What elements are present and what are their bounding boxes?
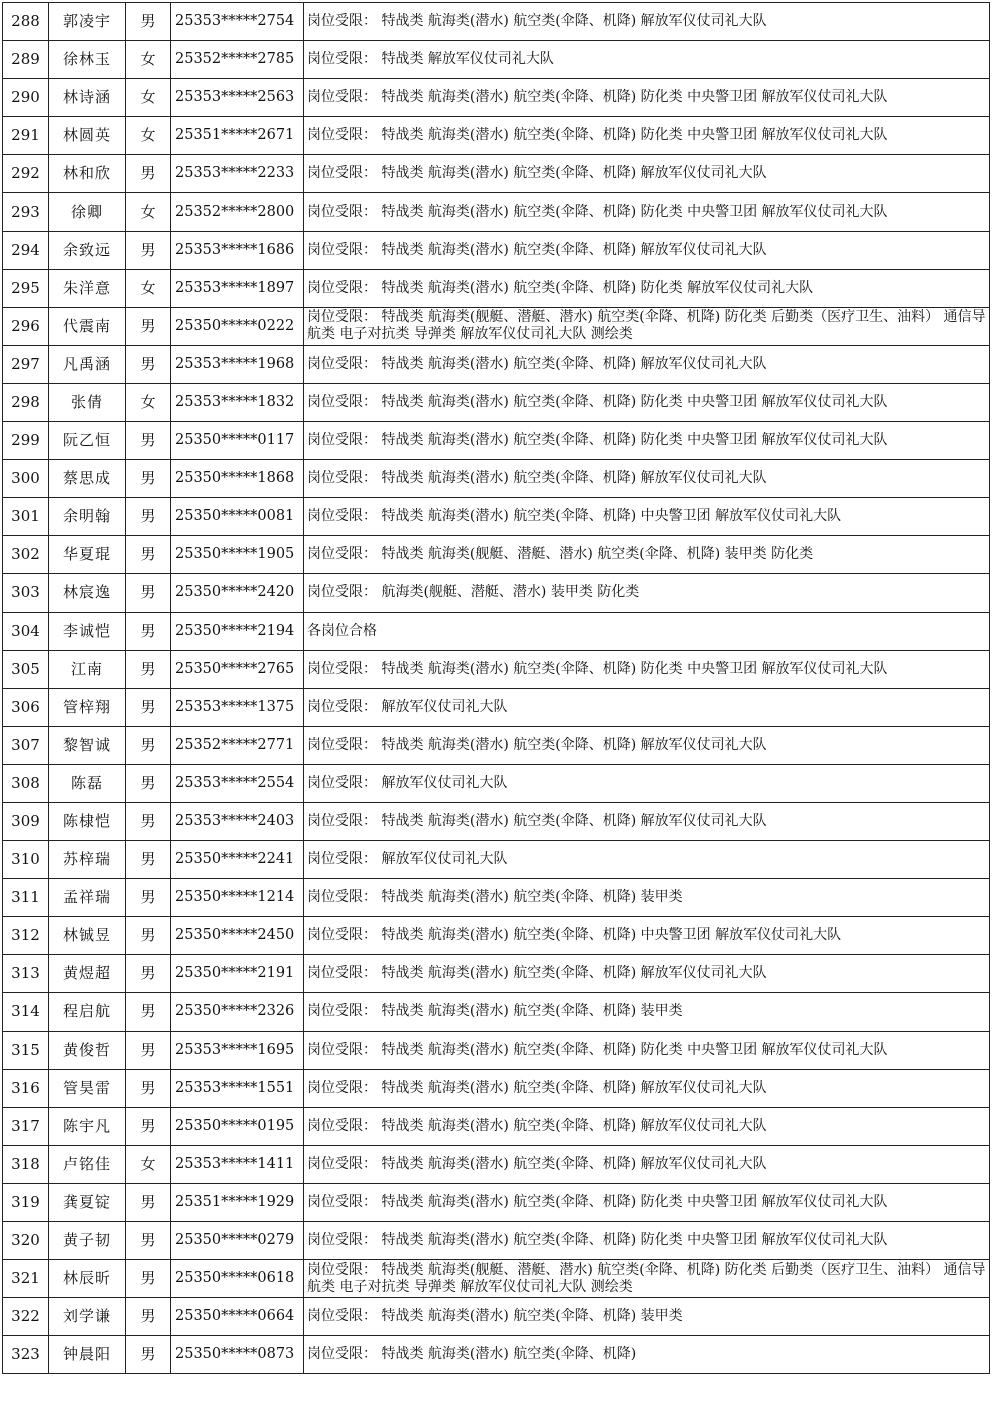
sex-cell: 男 (126, 955, 171, 993)
id-number-cell: 25350*****2420 (171, 574, 304, 612)
restriction-note-cell: 岗位受限： 特战类 航海类(潜水) 航空类(伞降、机降) 防化类 中央警卫团 解放军仪仗司礼大队 (304, 193, 990, 231)
id-number-cell: 25350*****0222 (171, 307, 304, 345)
table-row (3, 41, 990, 79)
table-row (3, 1336, 990, 1374)
id-number-cell: 25350*****0873 (171, 1336, 304, 1374)
table-row (3, 1107, 990, 1145)
name-cell: 程启航 (49, 993, 126, 1031)
id-number-cell: 25353*****1375 (171, 688, 304, 726)
restriction-note-cell: 岗位受限： 特战类 解放军仪仗司礼大队 (304, 41, 990, 79)
id-number-cell: 25352*****2785 (171, 41, 304, 79)
sex-cell: 男 (126, 1107, 171, 1145)
row-number-cell: 321 (3, 1260, 49, 1298)
name-cell: 余明翰 (49, 498, 126, 536)
row-number-cell: 306 (3, 688, 49, 726)
sex-cell: 女 (126, 41, 171, 79)
name-cell: 张倩 (49, 383, 126, 421)
name-cell: 管梓翔 (49, 688, 126, 726)
table-row (3, 117, 990, 155)
restriction-note-cell: 岗位受限： 特战类 航海类(潜水) 航空类(伞降、机降) 中央警卫团 解放军仪仗司礼大队 (304, 498, 990, 536)
restriction-note-cell: 岗位受限： 航海类(舰艇、潜艇、潜水) 装甲类 防化类 (304, 574, 990, 612)
restriction-note-cell: 岗位受限： 特战类 航海类(潜水) 航空类(伞降、机降) 解放军仪仗司礼大队 (304, 726, 990, 764)
sex-cell: 男 (126, 1298, 171, 1336)
name-cell: 黄俊哲 (49, 1031, 126, 1069)
name-cell: 江南 (49, 650, 126, 688)
restriction-note-cell: 岗位受限： 特战类 航海类(潜水) 航空类(伞降、机降) 防化类 解放军仪仗司礼大队 (304, 269, 990, 307)
table-row (3, 688, 990, 726)
table-row (3, 955, 990, 993)
table-row (3, 231, 990, 269)
name-cell: 林和欣 (49, 155, 126, 193)
name-cell: 阮乙恒 (49, 422, 126, 460)
restriction-note-cell: 岗位受限： 特战类 航海类(潜水) 航空类(伞降、机降) 解放军仪仗司礼大队 (304, 231, 990, 269)
id-number-cell: 25353*****1686 (171, 231, 304, 269)
id-number-cell: 25352*****2800 (171, 193, 304, 231)
name-cell: 林辰昕 (49, 1260, 126, 1298)
restriction-note-cell: 岗位受限： 特战类 航海类(潜水) 航空类(伞降、机降) 解放军仪仗司礼大队 (304, 1145, 990, 1183)
row-number-cell: 295 (3, 269, 49, 307)
name-cell: 郭凌宇 (49, 3, 126, 41)
sex-cell: 男 (126, 993, 171, 1031)
id-number-cell: 25352*****2771 (171, 726, 304, 764)
restriction-note-cell: 岗位受限： 特战类 航海类(潜水) 航空类(伞降、机降) 中央警卫团 解放军仪仗司礼大队 (304, 917, 990, 955)
restriction-note-cell: 岗位受限： 特战类 航海类(潜水) 航空类(伞降、机降) 解放军仪仗司礼大队 (304, 1069, 990, 1107)
id-number-cell: 25351*****1929 (171, 1183, 304, 1221)
row-number-cell: 310 (3, 841, 49, 879)
name-cell: 凡禹涵 (49, 345, 126, 383)
id-number-cell: 25350*****2194 (171, 612, 304, 650)
name-cell: 卢铭佳 (49, 1145, 126, 1183)
restriction-note-cell: 岗位受限： 特战类 航海类(潜水) 航空类(伞降、机降) 解放军仪仗司礼大队 (304, 1107, 990, 1145)
row-number-cell: 297 (3, 345, 49, 383)
results-table (2, 2, 990, 1374)
table-row (3, 879, 990, 917)
sex-cell: 男 (126, 879, 171, 917)
restriction-note-cell: 各岗位合格 (304, 612, 990, 650)
row-number-cell: 320 (3, 1222, 49, 1260)
name-cell: 管昊雷 (49, 1069, 126, 1107)
row-number-cell: 307 (3, 726, 49, 764)
sex-cell: 男 (126, 422, 171, 460)
row-number-cell: 318 (3, 1145, 49, 1183)
restriction-note-cell: 岗位受限： 特战类 航海类(舰艇、潜艇、潜水) 航空类(伞降、机降) 防化类 后勤类（医疗卫生、油料） 通信导航类 电子对抗类 导弹类 解放军仪仗司礼大队 测绘类 (304, 307, 990, 345)
sex-cell: 男 (126, 460, 171, 498)
row-number-cell: 292 (3, 155, 49, 193)
restriction-note-cell: 岗位受限： 特战类 航海类(舰艇、潜艇、潜水) 航空类(伞降、机降) 装甲类 防化类 (304, 536, 990, 574)
id-number-cell: 25350*****2765 (171, 650, 304, 688)
restriction-note-cell: 岗位受限： 解放军仪仗司礼大队 (304, 688, 990, 726)
id-number-cell: 25350*****0279 (171, 1222, 304, 1260)
name-cell: 孟祥瑞 (49, 879, 126, 917)
table-row (3, 764, 990, 802)
name-cell: 李诚恺 (49, 612, 126, 650)
name-cell: 刘学谦 (49, 1298, 126, 1336)
sex-cell: 男 (126, 1031, 171, 1069)
sex-cell: 男 (126, 536, 171, 574)
row-number-cell: 323 (3, 1336, 49, 1374)
row-number-cell: 300 (3, 460, 49, 498)
row-number-cell: 305 (3, 650, 49, 688)
sex-cell: 男 (126, 1336, 171, 1374)
id-number-cell: 25353*****2563 (171, 79, 304, 117)
table-row (3, 460, 990, 498)
table-row (3, 307, 990, 345)
restriction-note-cell: 岗位受限： 特战类 航海类(舰艇、潜艇、潜水) 航空类(伞降、机降) 防化类 后勤类（医疗卫生、油料） 通信导航类 电子对抗类 导弹类 解放军仪仗司礼大队 测绘类 (304, 1260, 990, 1298)
sex-cell: 男 (126, 1183, 171, 1221)
table-row (3, 1069, 990, 1107)
row-number-cell: 309 (3, 802, 49, 840)
sex-cell: 男 (126, 498, 171, 536)
id-number-cell: 25353*****1411 (171, 1145, 304, 1183)
restriction-note-cell: 岗位受限： 特战类 航海类(潜水) 航空类(伞降、机降) 防化类 中央警卫团 解放军仪仗司礼大队 (304, 383, 990, 421)
sex-cell: 男 (126, 574, 171, 612)
row-number-cell: 289 (3, 41, 49, 79)
row-number-cell: 304 (3, 612, 49, 650)
row-number-cell: 296 (3, 307, 49, 345)
table-row (3, 422, 990, 460)
sex-cell: 女 (126, 1145, 171, 1183)
id-number-cell: 25350*****1905 (171, 536, 304, 574)
restriction-note-cell: 岗位受限： 特战类 航海类(潜水) 航空类(伞降、机降) 解放军仪仗司礼大队 (304, 955, 990, 993)
row-number-cell: 291 (3, 117, 49, 155)
id-number-cell: 25353*****2554 (171, 764, 304, 802)
sex-cell: 男 (126, 688, 171, 726)
row-number-cell: 312 (3, 917, 49, 955)
id-number-cell: 25350*****0195 (171, 1107, 304, 1145)
table-row (3, 1183, 990, 1221)
restriction-note-cell: 岗位受限： 特战类 航海类(潜水) 航空类(伞降、机降) (304, 1336, 990, 1374)
sex-cell: 男 (126, 650, 171, 688)
sex-cell: 男 (126, 345, 171, 383)
id-number-cell: 25350*****0664 (171, 1298, 304, 1336)
id-number-cell: 25353*****2403 (171, 802, 304, 840)
sex-cell: 男 (126, 1222, 171, 1260)
restriction-note-cell: 岗位受限： 解放军仪仗司礼大队 (304, 841, 990, 879)
row-number-cell: 290 (3, 79, 49, 117)
restriction-note-cell: 岗位受限： 特战类 航海类(潜水) 航空类(伞降、机降) 解放军仪仗司礼大队 (304, 802, 990, 840)
sex-cell: 男 (126, 1069, 171, 1107)
row-number-cell: 319 (3, 1183, 49, 1221)
name-cell: 余致远 (49, 231, 126, 269)
sex-cell: 女 (126, 117, 171, 155)
table-row (3, 1222, 990, 1260)
table-row (3, 841, 990, 879)
name-cell: 陈宇凡 (49, 1107, 126, 1145)
restriction-note-cell: 岗位受限： 特战类 航海类(潜水) 航空类(伞降、机降) 解放军仪仗司礼大队 (304, 460, 990, 498)
sex-cell: 男 (126, 1260, 171, 1298)
table-row (3, 1145, 990, 1183)
table-row (3, 993, 990, 1031)
table-row (3, 536, 990, 574)
table-row (3, 383, 990, 421)
id-number-cell: 25350*****2241 (171, 841, 304, 879)
row-number-cell: 316 (3, 1069, 49, 1107)
restriction-note-cell: 岗位受限： 特战类 航海类(潜水) 航空类(伞降、机降) 装甲类 (304, 993, 990, 1031)
table-row (3, 802, 990, 840)
table-row (3, 1031, 990, 1069)
id-number-cell: 25353*****2754 (171, 3, 304, 41)
name-cell: 林诗涵 (49, 79, 126, 117)
row-number-cell: 308 (3, 764, 49, 802)
sex-cell: 男 (126, 155, 171, 193)
id-number-cell: 25353*****1968 (171, 345, 304, 383)
restriction-note-cell: 岗位受限： 解放军仪仗司礼大队 (304, 764, 990, 802)
sex-cell: 女 (126, 193, 171, 231)
restriction-note-cell: 岗位受限： 特战类 航海类(潜水) 航空类(伞降、机降) 防化类 中央警卫团 解放军仪仗司礼大队 (304, 79, 990, 117)
id-number-cell: 25350*****2326 (171, 993, 304, 1031)
restriction-note-cell: 岗位受限： 特战类 航海类(潜水) 航空类(伞降、机降) 装甲类 (304, 879, 990, 917)
sex-cell: 男 (126, 726, 171, 764)
id-number-cell: 25350*****2450 (171, 917, 304, 955)
sex-cell: 男 (126, 917, 171, 955)
restriction-note-cell: 岗位受限： 特战类 航海类(潜水) 航空类(伞降、机降) 防化类 中央警卫团 解放军仪仗司礼大队 (304, 1031, 990, 1069)
restriction-note-cell: 岗位受限： 特战类 航海类(潜水) 航空类(伞降、机降) 防化类 中央警卫团 解放军仪仗司礼大队 (304, 422, 990, 460)
row-number-cell: 294 (3, 231, 49, 269)
name-cell: 林宸逸 (49, 574, 126, 612)
id-number-cell: 25351*****2671 (171, 117, 304, 155)
name-cell: 朱洋意 (49, 269, 126, 307)
name-cell: 华夏琨 (49, 536, 126, 574)
row-number-cell: 302 (3, 536, 49, 574)
name-cell: 黄子韧 (49, 1222, 126, 1260)
restriction-note-cell: 岗位受限： 特战类 航海类(潜水) 航空类(伞降、机降) 解放军仪仗司礼大队 (304, 345, 990, 383)
table-row (3, 193, 990, 231)
sex-cell: 男 (126, 802, 171, 840)
table-row (3, 3, 990, 41)
row-number-cell: 303 (3, 574, 49, 612)
table-row (3, 650, 990, 688)
restriction-note-cell: 岗位受限： 特战类 航海类(潜水) 航空类(伞降、机降) 防化类 中央警卫团 解放军仪仗司礼大队 (304, 650, 990, 688)
name-cell: 陈磊 (49, 764, 126, 802)
table-row (3, 917, 990, 955)
sex-cell: 男 (126, 841, 171, 879)
id-number-cell: 25350*****0117 (171, 422, 304, 460)
sex-cell: 男 (126, 231, 171, 269)
table-row (3, 79, 990, 117)
name-cell: 徐林玉 (49, 41, 126, 79)
name-cell: 钟晨阳 (49, 1336, 126, 1374)
sex-cell: 男 (126, 3, 171, 41)
table-row (3, 1298, 990, 1336)
id-number-cell: 25353*****1695 (171, 1031, 304, 1069)
restriction-note-cell: 岗位受限： 特战类 航海类(潜水) 航空类(伞降、机降) 防化类 中央警卫团 解放军仪仗司礼大队 (304, 1183, 990, 1221)
row-number-cell: 311 (3, 879, 49, 917)
name-cell: 林铖昱 (49, 917, 126, 955)
row-number-cell: 317 (3, 1107, 49, 1145)
sex-cell: 男 (126, 307, 171, 345)
name-cell: 黄煜超 (49, 955, 126, 993)
table-row (3, 269, 990, 307)
id-number-cell: 25353*****1897 (171, 269, 304, 307)
id-number-cell: 25350*****0618 (171, 1260, 304, 1298)
table-row (3, 498, 990, 536)
row-number-cell: 288 (3, 3, 49, 41)
name-cell: 陈棣恺 (49, 802, 126, 840)
name-cell: 林圆英 (49, 117, 126, 155)
table-row (3, 345, 990, 383)
sex-cell: 女 (126, 269, 171, 307)
restriction-note-cell: 岗位受限： 特战类 航海类(潜水) 航空类(伞降、机降) 解放军仪仗司礼大队 (304, 155, 990, 193)
sex-cell: 男 (126, 764, 171, 802)
row-number-cell: 301 (3, 498, 49, 536)
name-cell: 徐卿 (49, 193, 126, 231)
name-cell: 蔡思成 (49, 460, 126, 498)
table-row (3, 612, 990, 650)
id-number-cell: 25350*****0081 (171, 498, 304, 536)
name-cell: 龚夏锭 (49, 1183, 126, 1221)
id-number-cell: 25350*****1868 (171, 460, 304, 498)
row-number-cell: 299 (3, 422, 49, 460)
id-number-cell: 25353*****1551 (171, 1069, 304, 1107)
restriction-note-cell: 岗位受限： 特战类 航海类(潜水) 航空类(伞降、机降) 装甲类 (304, 1298, 990, 1336)
row-number-cell: 298 (3, 383, 49, 421)
id-number-cell: 25350*****2191 (171, 955, 304, 993)
name-cell: 代震南 (49, 307, 126, 345)
row-number-cell: 314 (3, 993, 49, 1031)
sex-cell: 女 (126, 383, 171, 421)
id-number-cell: 25350*****1214 (171, 879, 304, 917)
restriction-note-cell: 岗位受限： 特战类 航海类(潜水) 航空类(伞降、机降) 解放军仪仗司礼大队 (304, 3, 990, 41)
restriction-note-cell: 岗位受限： 特战类 航海类(潜水) 航空类(伞降、机降) 防化类 中央警卫团 解放军仪仗司礼大队 (304, 1222, 990, 1260)
id-number-cell: 25353*****1832 (171, 383, 304, 421)
id-number-cell: 25353*****2233 (171, 155, 304, 193)
restriction-note-cell: 岗位受限： 特战类 航海类(潜水) 航空类(伞降、机降) 防化类 中央警卫团 解放军仪仗司礼大队 (304, 117, 990, 155)
name-cell: 黎智诚 (49, 726, 126, 764)
table-row (3, 574, 990, 612)
results-table-body (3, 3, 990, 1374)
row-number-cell: 293 (3, 193, 49, 231)
table-row (3, 155, 990, 193)
row-number-cell: 313 (3, 955, 49, 993)
sex-cell: 女 (126, 79, 171, 117)
sex-cell: 男 (126, 612, 171, 650)
table-row (3, 726, 990, 764)
table-row (3, 1260, 990, 1298)
row-number-cell: 322 (3, 1298, 49, 1336)
row-number-cell: 315 (3, 1031, 49, 1069)
name-cell: 苏梓瑞 (49, 841, 126, 879)
